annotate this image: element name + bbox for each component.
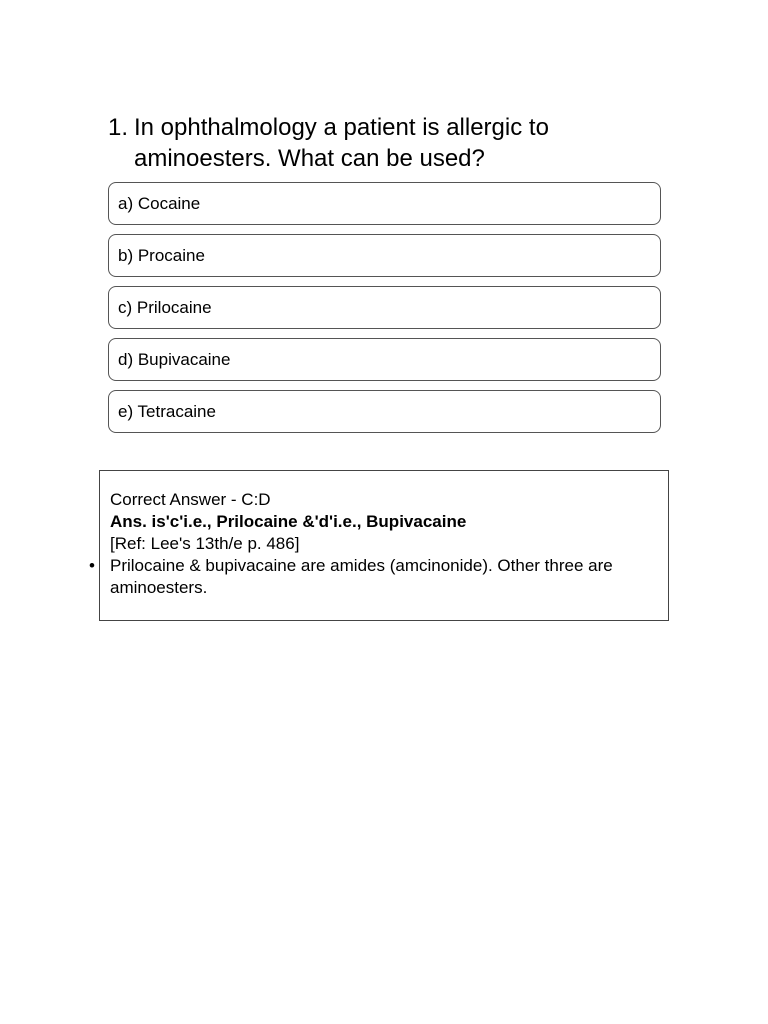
option-b-label: b) Procaine (118, 245, 205, 265)
answer-reference: [Ref: Lee's 13th/e p. 486] (110, 534, 300, 553)
option-c[interactable] (108, 286, 661, 329)
answer-box (89, 470, 669, 621)
option-a-label: a) Cocaine (118, 193, 201, 213)
option-e-label: e) Tetracaine (118, 401, 216, 421)
bullet-icon: • (89, 556, 95, 575)
option-d[interactable] (108, 338, 661, 381)
option-e[interactable] (108, 390, 661, 433)
question-text: In ophthalmology a patient is allergic to aminoesters. What can be used? (134, 114, 549, 172)
option-b[interactable] (108, 234, 661, 277)
explanation-text: Prilocaine & bupivacaine are amides (amcinonide). Other three are aminoesters. (110, 556, 613, 597)
question-heading (108, 112, 668, 174)
options-list (108, 182, 661, 442)
option-c-label: c) Prilocaine (118, 297, 212, 317)
question-number: 1. (108, 114, 129, 141)
correct-answer: Correct Answer - C:D (110, 490, 271, 509)
option-a[interactable] (108, 182, 661, 225)
option-d-label: d) Bupivacaine (118, 349, 231, 369)
explanation-item (89, 555, 658, 599)
answer-summary: Ans. is'c'i.e., Prilocaine &'d'i.e., Bupivacaine (110, 512, 467, 531)
